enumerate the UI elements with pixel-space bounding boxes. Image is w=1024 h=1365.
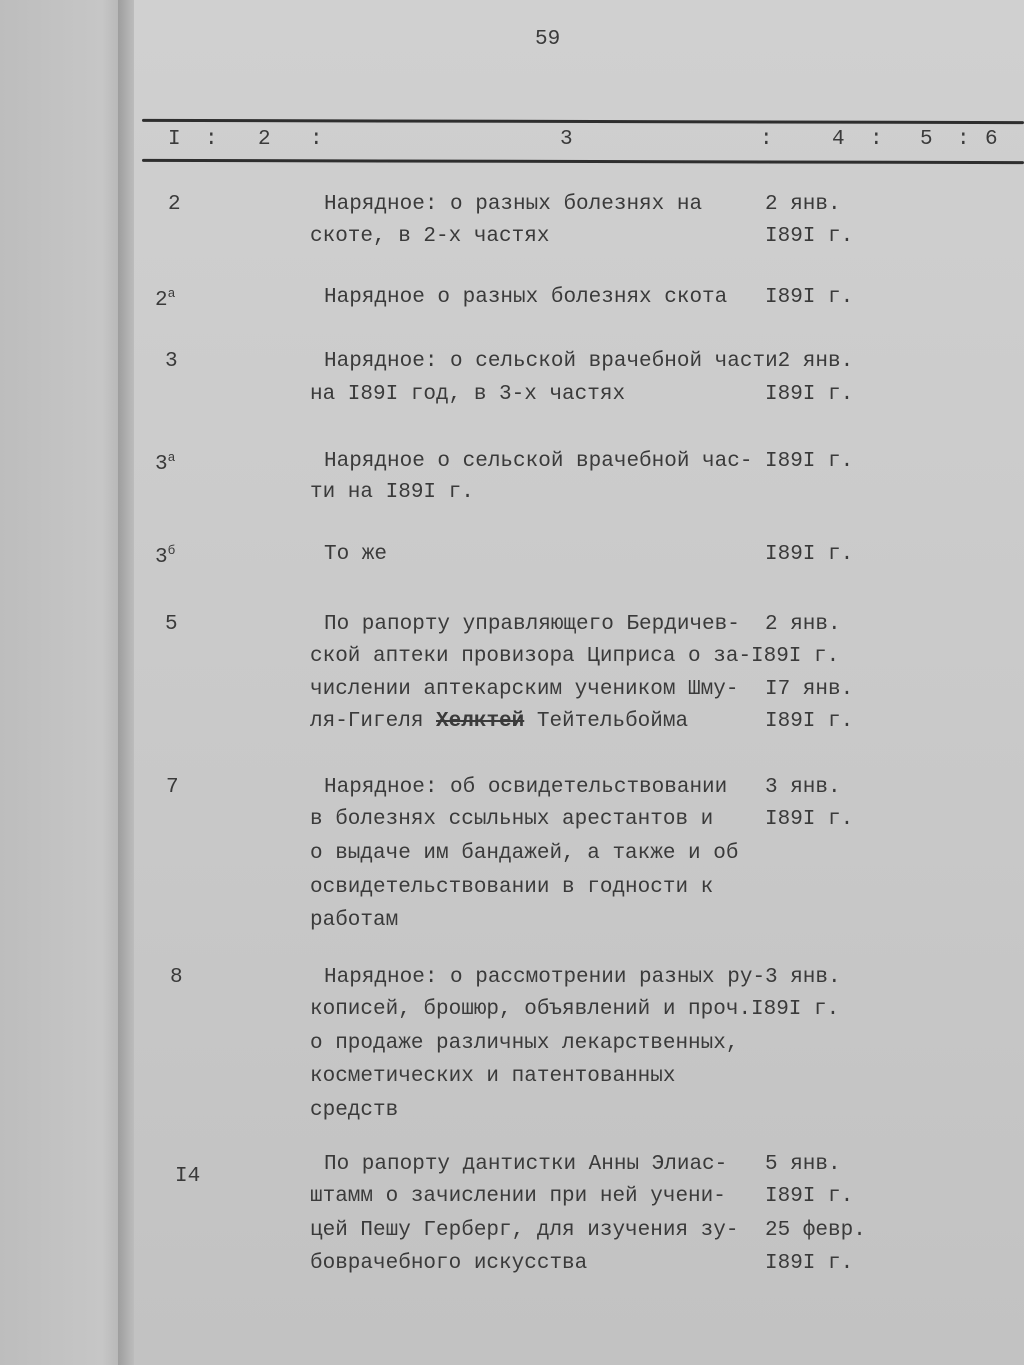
entry-text-line: освидетельствовании в годности к <box>310 876 714 899</box>
column-separator: : <box>957 128 970 151</box>
entry-text-line: Нарядное: о разных болезнях на <box>324 193 703 216</box>
entry-date: 2 янв. <box>765 613 841 636</box>
entry-date: 25 февр. <box>765 1219 866 1242</box>
entry-number: $3^а$ <box>155 450 176 476</box>
entry-text-line: кописей, брошюр, объявлений и проч. <box>310 998 752 1021</box>
entry-text-line: боврачебного искусства <box>310 1252 588 1275</box>
entry-text-line: ти на I89I г. <box>310 481 474 504</box>
entry-text-line: Нарядное: о сельской врачебной части <box>324 350 778 373</box>
column-separator: : <box>760 128 773 151</box>
entry-number-suffix: б <box>167 543 176 558</box>
entry-text-line: скоте, в 2-х частях <box>310 225 550 248</box>
entry-date: I89I г. <box>765 1252 854 1275</box>
entry-text-line: штамм о зачислении при ней учени- <box>310 1185 726 1208</box>
entry-date: I89I г. <box>765 225 854 248</box>
entry-date: 5 янв. <box>765 1153 841 1176</box>
entry-number: 5 <box>165 613 178 636</box>
column-separator: : <box>310 128 323 151</box>
entry-number: 8 <box>170 966 183 989</box>
entry-text-line: о выдаче им бандажей, а также и об <box>310 842 739 865</box>
entry-date: 2 янв. <box>765 193 841 216</box>
column-number: 6 <box>985 128 998 151</box>
entry-text-line: ской аптеки провизора Циприса о за- <box>310 645 752 668</box>
page-number: 59 <box>535 28 561 51</box>
column-number: 3 <box>560 128 573 151</box>
column-number: 2 <box>258 128 271 151</box>
entry-number: $3^б$ <box>155 543 176 569</box>
entry-number: I4 <box>175 1165 201 1188</box>
column-separator: : <box>870 128 883 151</box>
entry-date: I89I г. <box>765 286 854 309</box>
entry-text-line: ля-Гигеля Хелктей Тейтельбойма <box>310 710 689 733</box>
column-separator: : <box>205 128 218 151</box>
entry-text-line: Нарядное о разных болезнях скота <box>324 286 728 309</box>
column-number: 5 <box>920 128 933 151</box>
entry-date: I89I г. <box>751 645 840 668</box>
entry-date: I89I г. <box>765 1185 854 1208</box>
entry-date: I89I г. <box>765 450 854 473</box>
book-gutter <box>118 0 134 1365</box>
entry-number-suffix: а <box>167 286 176 301</box>
column-number: 4 <box>832 128 845 151</box>
entry-text-line: числении аптекарским учеником Шму- <box>310 678 739 701</box>
entry-date: I89I г. <box>751 998 840 1021</box>
entry-number-suffix: а <box>167 450 176 465</box>
entry-text-line: То же <box>324 543 388 566</box>
adjacent-page-edge <box>0 0 128 1365</box>
entry-text-line: на I89I год, в 3-х частях <box>310 383 626 406</box>
entry-date: 3 янв. <box>765 966 841 989</box>
entry-text-line: цей Пешу Герберг, для изучения зу- <box>310 1219 739 1242</box>
column-number: I <box>168 128 181 151</box>
entry-number: 3 <box>165 350 178 373</box>
entry-number: 2 <box>168 193 181 216</box>
entry-text-line: средств <box>310 1099 399 1122</box>
entry-date: I89I г. <box>765 543 854 566</box>
entry-text-line: Нарядное: об освидетельствовании <box>324 776 728 799</box>
entry-text-line: По рапорту управляющего Бердичев- <box>324 613 740 636</box>
entry-text-line: в болезнях ссыльных арестантов и <box>310 808 714 831</box>
entry-number: $2^а$ <box>155 286 176 312</box>
entry-date: I89I г. <box>765 383 854 406</box>
entry-text-line: По рапорту дантистки Анны Элиас- <box>324 1153 728 1176</box>
entry-number: 7 <box>166 776 179 799</box>
entry-date: 3 янв. <box>765 776 841 799</box>
entry-text-line: о продаже различных лекарственных, <box>310 1032 739 1055</box>
entry-text-line: Нарядное: о рассмотрении разных ру- <box>324 966 766 989</box>
entry-text-line: Нарядное о сельской врачебной час- <box>324 450 753 473</box>
struck-out-word: Хелктей <box>436 710 525 733</box>
entry-date: I89I г. <box>765 710 854 733</box>
entry-text-line: косметических и патентованных <box>310 1065 676 1088</box>
entry-date: 2 янв. <box>777 350 854 373</box>
entry-text-line: работам <box>310 909 399 932</box>
entry-date: I89I г. <box>765 808 854 831</box>
entry-date: I7 янв. <box>765 678 854 701</box>
